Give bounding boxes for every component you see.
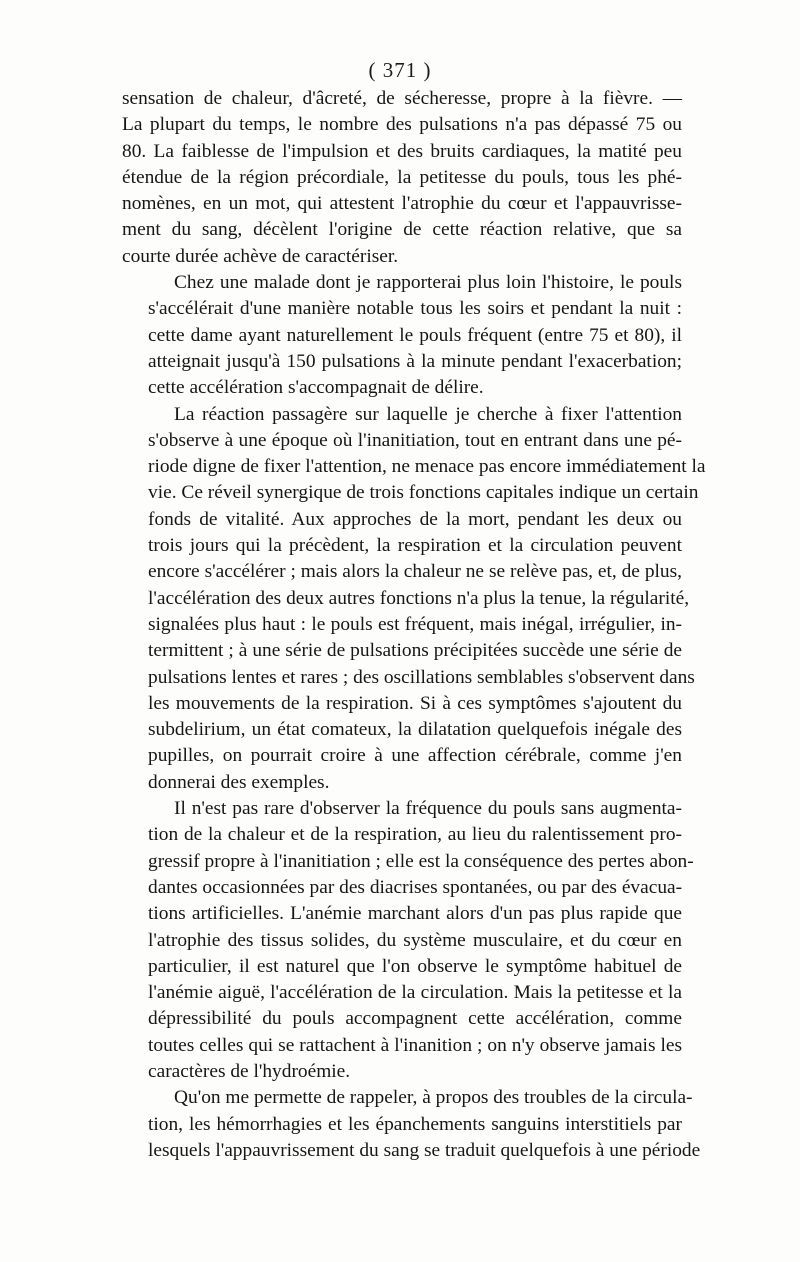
text-line: particulier, il est naturel que l'on observe le symptôme habituel de xyxy=(148,955,682,977)
text-line: 80. La faiblesse de l'impulsion et des bruits cardiaques, la matité peu xyxy=(122,140,682,162)
text-line: l'atrophie des tissus solides, du système musculaire, et du cœur en xyxy=(148,929,682,951)
text-line: l'anémie aiguë, l'accélération de la circulation. Mais la petitesse et la xyxy=(148,982,682,1004)
text-line: dépressibilité du pouls accompagnent cette accélération, comme xyxy=(148,1008,682,1030)
paragraph xyxy=(122,402,706,796)
text-line: cette accélération s'accompagnait de délire. xyxy=(148,377,484,399)
text-line: Chez une malade dont je rapporterai plus loin l'histoire, le pouls xyxy=(174,272,682,294)
text-line: pulsations lentes et rares ; des oscillations semblables s'observent dans xyxy=(148,666,695,688)
paragraph xyxy=(122,1085,701,1164)
text-line: riode digne de fixer l'attention, ne menace pas encore immédiatement la xyxy=(148,456,706,478)
paragraph xyxy=(122,796,694,1085)
text-line: caractères de l'hydroémie. xyxy=(148,1060,351,1082)
text-line: pupilles, on pourrait croire à une affection cérébrale, comme j'en xyxy=(148,745,682,767)
text-line: tion de la chaleur et de la respiration, au lieu du ralentissement pro- xyxy=(148,824,682,846)
text-line: encore s'accélérer ; mais alors la chaleur ne se relève pas, et, de plus, xyxy=(148,561,682,583)
text-line: tions artificielles. L'anémie marchant alors d'un pas plus rapide que xyxy=(148,903,682,925)
body-text xyxy=(122,86,706,1164)
text-line: signalées plus haut : le pouls est fréquent, mais inégal, irrégulier, in- xyxy=(148,613,682,635)
text-line: fonds de vitalité. Aux approches de la mort, pendant les deux ou xyxy=(148,508,682,530)
text-line: lesquels l'appauvrissement du sang se traduit quelquefois à une période xyxy=(148,1139,701,1161)
text-line: termittent ; à une série de pulsations précipitées succède une série de xyxy=(148,640,682,662)
text-line: s'observe à une époque où l'inanitiation, tout en entrant dans une pé- xyxy=(148,429,682,451)
text-line: subdelirium, un état comateux, la dilatation quelquefois inégale des xyxy=(148,719,682,741)
text-line: dantes occasionnées par des diacrises spontanées, ou par des évacua- xyxy=(148,876,683,898)
page-number: ( 371 ) xyxy=(368,58,432,82)
text-line: sensation de chaleur, d'âcreté, de sécheresse, propre à la fièvre. — xyxy=(122,88,682,109)
text-line: toutes celles qui se rattachent à l'inanition ; on n'y observe jamais les xyxy=(148,1034,682,1056)
text-line: les mouvements de la respiration. Si à ces symptômes s'ajoutent du xyxy=(148,692,682,714)
text-line: courte durée achève de caractériser. xyxy=(122,245,399,267)
text-line: cette dame ayant naturellement le pouls fréquent (entre 75 et 80), il xyxy=(148,324,682,346)
text-line: l'accélération des deux autres fonctions n'a plus la tenue, la régularité, xyxy=(148,587,690,609)
text-line: s'accélérait d'une manière notable tous les soirs et pendant la nuit : xyxy=(148,298,682,320)
paragraph xyxy=(122,270,682,401)
text-line: Qu'on me permette de rappeler, à propos des troubles de la circula- xyxy=(174,1087,693,1109)
text-line: atteignait jusqu'à 150 pulsations à la minute pendant l'exacerbation; xyxy=(148,350,682,372)
text-line: trois jours qui la précèdent, la respiration et la circulation peuvent xyxy=(148,535,682,557)
paragraph xyxy=(122,86,682,270)
text-line: nomènes, en un mot, qui attestent l'atrophie du cœur et l'appauvrisse- xyxy=(122,193,682,215)
text-line: gressif propre à l'inanitiation ; elle est la conséquence des pertes abon- xyxy=(148,850,694,872)
text-line: vie. Ce réveil synergique de trois fonctions capitales indique un certain xyxy=(148,482,699,504)
text-line: tion, les hémorrhagies et les épanchements sanguins interstitiels par xyxy=(148,1113,682,1135)
text-line: La plupart du temps, le nombre des pulsations n'a pas dépassé 75 ou xyxy=(122,114,682,136)
text-line: ment du sang, décèlent l'origine de cette réaction relative, que sa xyxy=(122,219,682,241)
text-line: donnerai des exemples. xyxy=(148,771,330,793)
text-line: La réaction passagère sur laquelle je cherche à fixer l'attention xyxy=(174,403,682,425)
text-line: Il n'est pas rare d'observer la fréquence du pouls sans augmenta- xyxy=(174,798,682,820)
text-line: étendue de la région précordiale, la petitesse du pouls, tous les phé- xyxy=(122,166,682,188)
